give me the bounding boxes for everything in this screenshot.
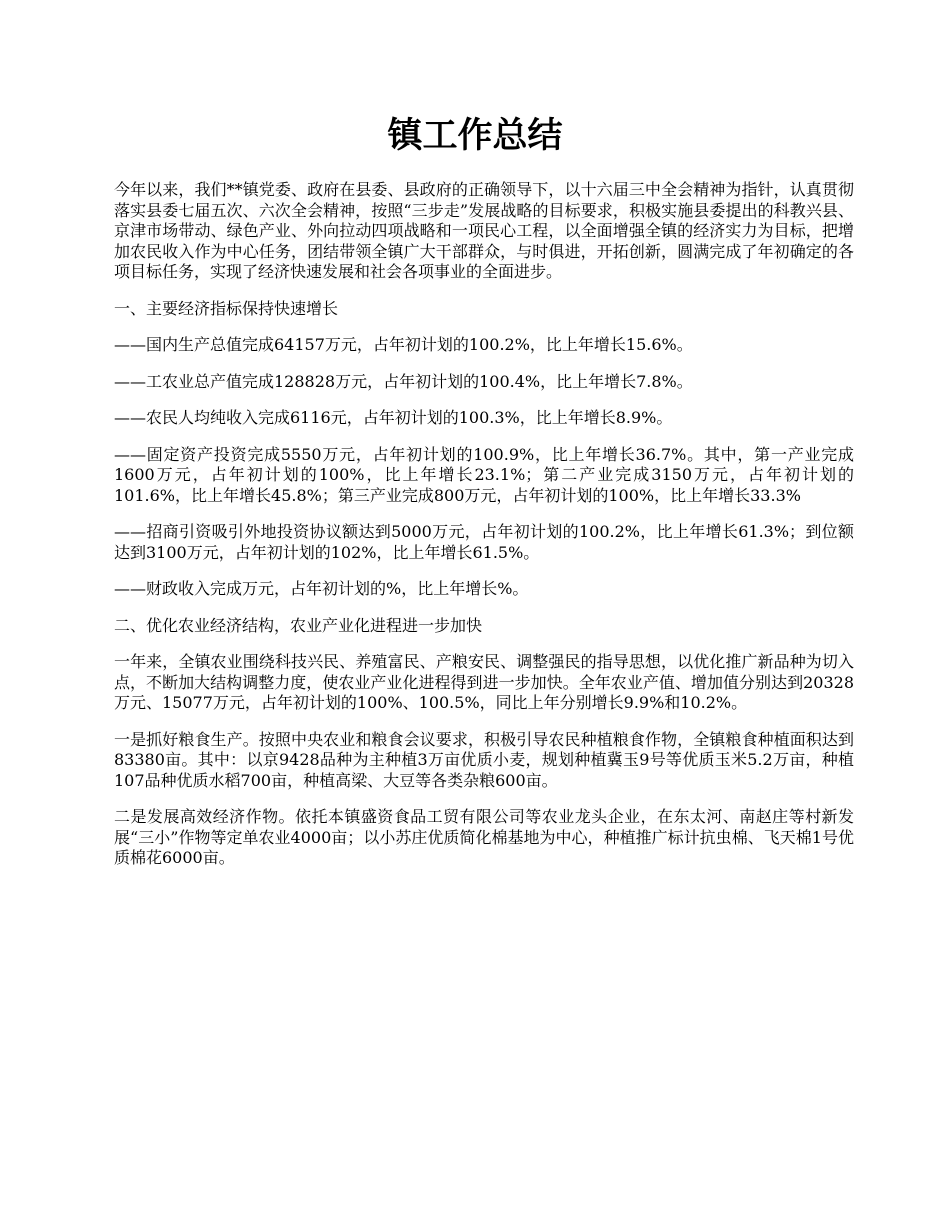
cash-crops-paragraph: 二是发展高效经济作物。依托本镇盛资食品工贸有限公司等农业龙头企业，在东太河、南赵庄等村新发展“三小”作物等定单农业4000亩；以小苏庄优质简化棉基地为中心，种植推广标计抗虫棉、飞天棉1号优质棉花6000亩。: [114, 807, 854, 867]
indicator-fixed-asset-investment: ——固定资产投资完成5550万元，占年初计划的100.9%，比上年增长36.7%。其中，第一产业完成1600万元，占年初计划的100%，比上年增长23.1%；第二产业完成3150万元，占年初计划的101.6%，比上年增长45.8%；第三产业完成800万元，占年初计划的100%，比上年增长33.3%: [114, 444, 854, 505]
section-heading-agriculture: 二、优化农业经济结构，农业产业化进程进一步加快: [114, 615, 483, 635]
indicator-industrial-agricultural-output: ——工农业总产值完成128828万元，占年初计划的100.4%，比上年增长7.8%。: [114, 371, 693, 391]
document-body: [114, 180, 854, 885]
indicator-fiscal-revenue: ——财政收入完成万元，占年初计划的%，比上年增长%。: [114, 579, 529, 598]
grain-production-paragraph: 一是抓好粮食生产。按照中央农业和粮食会议要求，积极引导农民种植粮食作物，全镇粮食种植面积达到83380亩。其中：以京9428品种为主种植3万亩优质小麦，规划种植冀玉9号等优质玉米5.2万亩，种植107品种优质水稻700亩，种植高梁、大豆等各类杂粮600亩。: [114, 729, 854, 790]
indicator-farmer-income: ——农民人均纯收入完成6116元，占年初计划的100.3%，比上年增长8.9%。: [114, 408, 673, 427]
section-heading-economic-indicators: 一、主要经济指标保持快速增长: [114, 298, 339, 318]
indicator-gdp: ——国内生产总值完成64157万元，占年初计划的100.2%，比上年增长15.6%。: [114, 335, 693, 354]
document-title: 镇工作总结: [387, 116, 563, 156]
indicator-investment-attraction: ——招商引资吸引外地投资协议额达到5000万元，占年初计划的100.2%，比上年增长61.3%；到位额达到3100万元，占年初计划的102%，比上年增长61.5%。: [114, 522, 854, 562]
agriculture-overview-paragraph: 一年来，全镇农业围绕科技兴民、养殖富民、产粮安民、调整强民的指导思想，以优化推广新品种为切入点，不断加大结构调整力度，使农业产业化进程得到进一步加快。全年农业产值、增加值分别达到20328万元、15077万元，占年初计划的100%、100.5%，同比上年分别增长9.9%和10.2%。: [114, 652, 854, 712]
intro-paragraph: 今年以来，我们**镇党委、政府在县委、县政府的正确领导下，以十六届三中全会精神为指针，认真贯彻落实县委七届五次、六次全会精神，按照“三步走”发展战略的目标要求，积极实施县委提出的科教兴县、京津市场带动、绿色产业、外向拉动四项战略和一项民心工程，以全面增强全镇的经济实力为目标，把增加农民收入作为中心任务，团结带领全镇广大干部群众，与时俱进，开拓创新，圆满完成了年初确定的各项目标任务，实现了经济快速发展和社会各项事业的全面进步。: [114, 180, 854, 281]
